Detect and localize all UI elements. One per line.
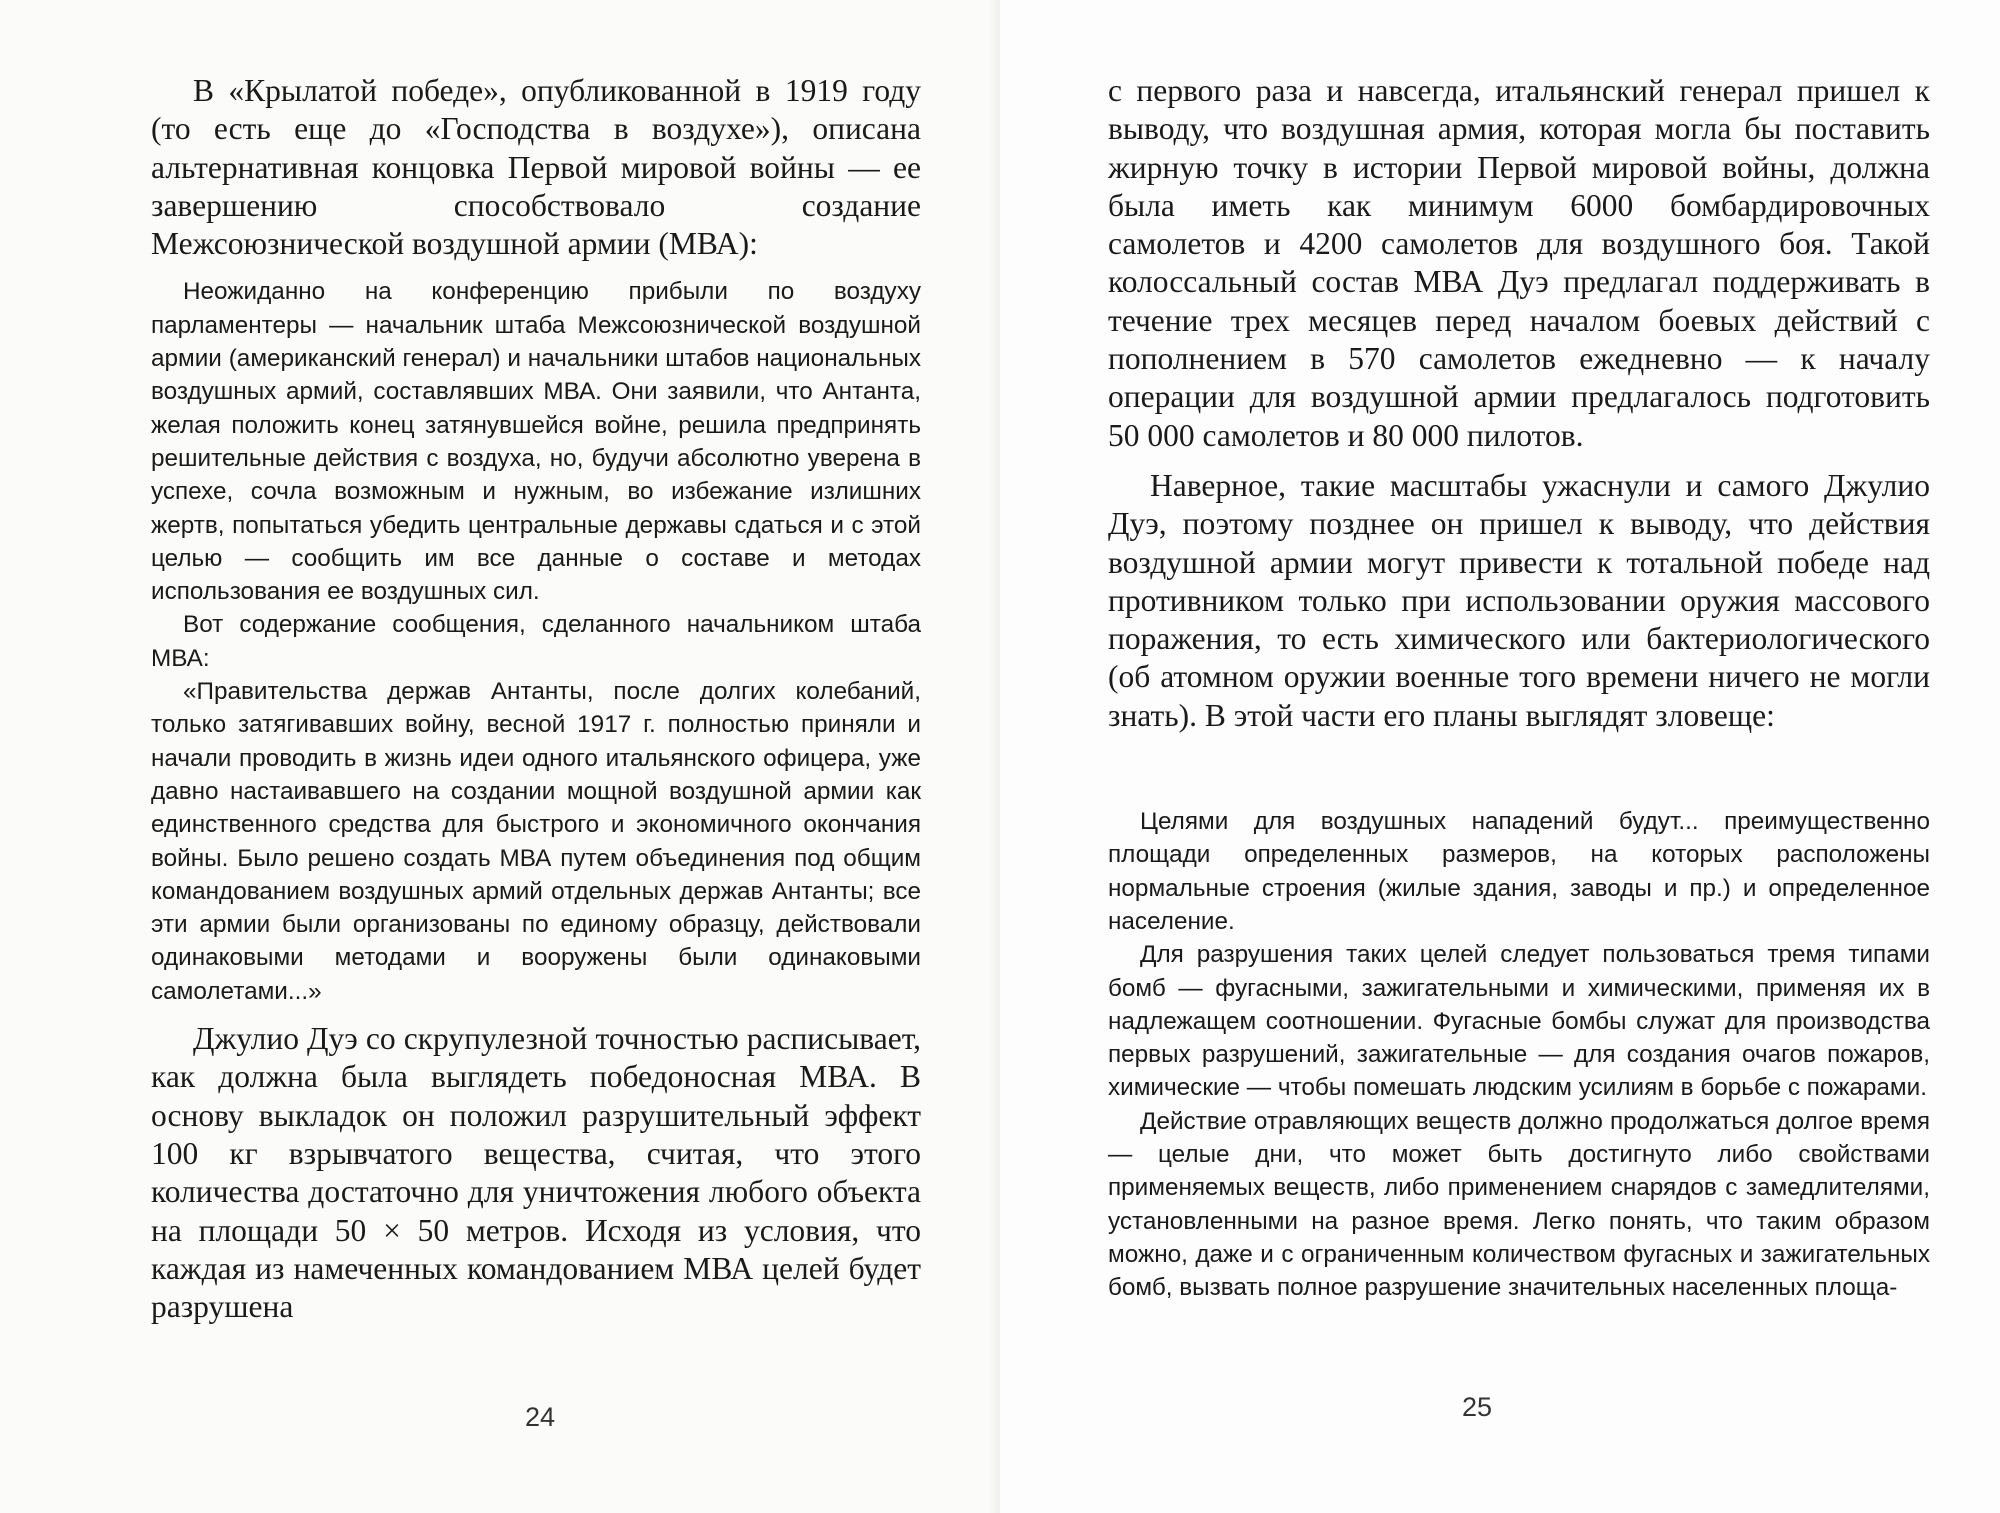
- right-quote-paragraph-3: Действие отравляющих веществ должно продолжаться долгое время — целые дни, что может быть достигнуто либо свойствами применяемых веществ, либо применением снарядов с замедлителями, установленными на разное время. Легко понять, что таким образом можно, даже и с ограниченным количеством фугасных и зажигательных бомб, вызвать полное разрушение значительных населенных площа-: [1108, 1107, 1930, 1302]
- right-quote-block: [1108, 805, 1930, 1304]
- page-number-right: 25: [1461, 1392, 1493, 1422]
- left-intro-paragraph: В «Крылатой победе», опубликованной в 1919 году (то есть еще до «Господства в воздухе»), описана альтернативная концовка Первой мировой войны — ее завершению способствовало создание Межсоюзнической воздушной армии (МВА):: [151, 73, 921, 262]
- left-quote-paragraph-3: «Правительства держав Антанты, после долгих колебаний, только затягивавших войну, весной 1917 г. полностью приняли и начали проводить в жизнь идеи одного итальянского офицера, уже давно настаивавшего на создании мощной воздушной армии как единственного средства для быстрого и экономичного окончания войны. Было решено создать МВА путем объединения под общим командованием воздушных армий отдельных держав Антанты; все эти армии были организованы по единому образцу, действовали одинаковыми методами и вооружены были одинаковыми самолетами...»: [151, 678, 921, 1005]
- page-number-left: 24: [524, 1402, 556, 1432]
- right-text-column: [1108, 72, 1930, 1305]
- left-text-column: [151, 72, 921, 1326]
- right-page: [1000, 0, 2000, 1513]
- left-quote-paragraph-2: Вот содержание сообщения, сделанного начальником штаба МВА:: [151, 611, 921, 672]
- left-quote-paragraph-1: Неожиданно на конференцию прибыли по воздуху парламентеры — начальник штаба Межсоюзнической воздушной армии (американский генерал) и начальники штабов национальных воздушных армий, составлявших МВА. Они заявили, что Антанта, желая положить конец затянувшейся войне, решила предпринять решительные действия с воздуха, но, будучи абсолютно уверена в успехе, сочла возможным и нужным, во избежание излишних жертв, попытаться убедить центральные державы сдаться и с этой целью — сообщить им все данные о составе и методах использования ее воздушных сил.: [151, 278, 921, 606]
- left-closing-paragraph: Джулио Дуэ со скрупулезной точностью расписывает, как должна была выглядеть победоносная МВА. В основу выкладок он положил разрушительный эффект 100 кг взрывчатого вещества, считая, что этого количества достаточно для уничтожения любого объекта на площади 50 × 50 метров. Исходя из условия, что каждая из намеченных командованием МВА целей будет разрушена: [151, 1021, 921, 1325]
- right-quote-paragraph-1: Целями для воздушных нападений будут... преимущественно площади определенных размеров, на которых расположены нормальные строения (жилые здания, заводы и пр.) и определенное население.: [1108, 808, 1930, 935]
- right-paragraph-2: Наверное, такие масштабы ужаснули и самого Джулио Дуэ, поэтому позднее он пришел к выводу, что действия воздушной армии могут привести к тотальной победе над противником только при использовании оружия массового поражения, то есть химического или бактериологического (об атомном оружии военные того времени ничего не могли знать). В этой части его планы выглядят зловеще:: [1108, 467, 1930, 733]
- left-quote-block: [151, 275, 921, 1008]
- right-paragraph-1: с первого раза и навсегда, итальянский генерал пришел к выводу, что воздушная армия, которая могла бы поставить жирную точку в истории Первой мировой войны, должна была иметь как минимум 6000 бомбардировочных самолетов и 4200 самолетов для воздушного боя. Такой колоссальный состав МВА Дуэ предлагал поддерживать в течение трех месяцев перед началом боевых действий с пополнением в 570 самолетов ежедневно — к началу операции для воздушной армии предлагалось подготовить 50 000 самолетов и 80 000 пилотов.: [1108, 73, 1930, 453]
- right-quote-paragraph-2: Для разрушения таких целей следует пользоваться тремя типами бомб — фугасными, зажигательными и химическими, применяя их в надлежащем соотношении. Фугасные бомбы служат для производства первых разрушений, зажигательные — для создания очагов пожаров, химические — чтобы помешать людским усилиям в борьбе с пожарами.: [1108, 941, 1930, 1102]
